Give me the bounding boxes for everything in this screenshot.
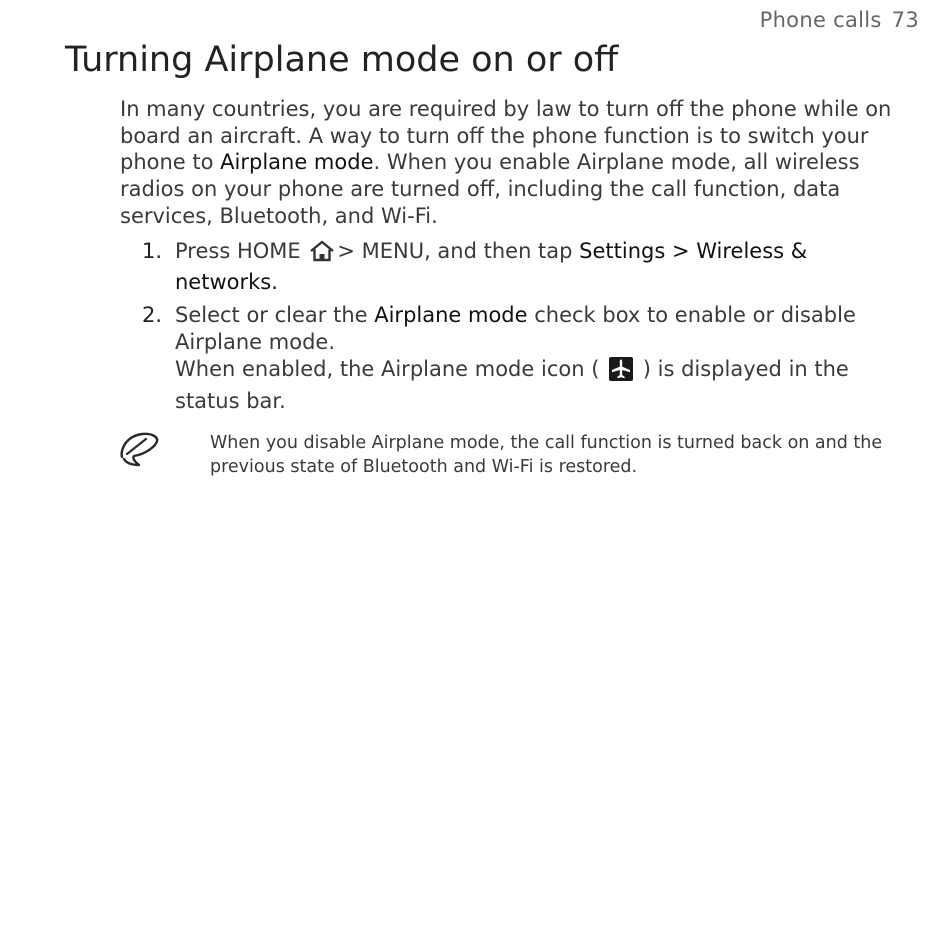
steps-list bbox=[120, 238, 900, 421]
step-highlight: Airplane mode bbox=[374, 303, 528, 328]
airplane-mode-icon bbox=[609, 357, 633, 388]
step-text: > MENU, and then tap bbox=[337, 239, 580, 263]
intro-highlight: Airplane mode bbox=[220, 150, 374, 175]
step-number: 1. bbox=[142, 239, 163, 263]
step-text: Press HOME bbox=[175, 239, 308, 263]
step-text: check box to enable or disable Airplane mode. bbox=[175, 303, 856, 355]
page-title: Turning Airplane mode on or off bbox=[65, 40, 619, 80]
intro-text-2: . When you enable Airplane mode, all wireless radios on your phone are turned off, including the call function, data services, Bluetooth, and Wi-Fi. bbox=[120, 150, 860, 228]
step-text: Select or clear the bbox=[175, 303, 375, 328]
step-number: 2. bbox=[142, 303, 163, 328]
section-name: Phone calls bbox=[759, 8, 882, 32]
step-highlight: Settings > Wireless & networks. bbox=[175, 239, 808, 294]
step-item bbox=[120, 238, 900, 295]
step-text: When enabled, the Airplane mode icon ( bbox=[175, 356, 607, 381]
running-header bbox=[760, 8, 919, 32]
page-number: 73 bbox=[891, 8, 919, 32]
note-text: When you disable Airplane mode, the call function is turned back on and the previous state of Bluetooth and Wi-Fi is restored. bbox=[210, 433, 883, 477]
home-icon bbox=[309, 240, 335, 269]
intro-text-1: In many countries, you are required by law to turn off the phone while on board an aircraft. A way to turn off the phone function is to switch your phone to bbox=[120, 97, 892, 175]
intro-paragraph bbox=[120, 96, 900, 230]
step-text: ) is displayed in the status bar. bbox=[175, 356, 849, 413]
note-icon bbox=[118, 430, 160, 472]
step-item bbox=[120, 302, 900, 414]
